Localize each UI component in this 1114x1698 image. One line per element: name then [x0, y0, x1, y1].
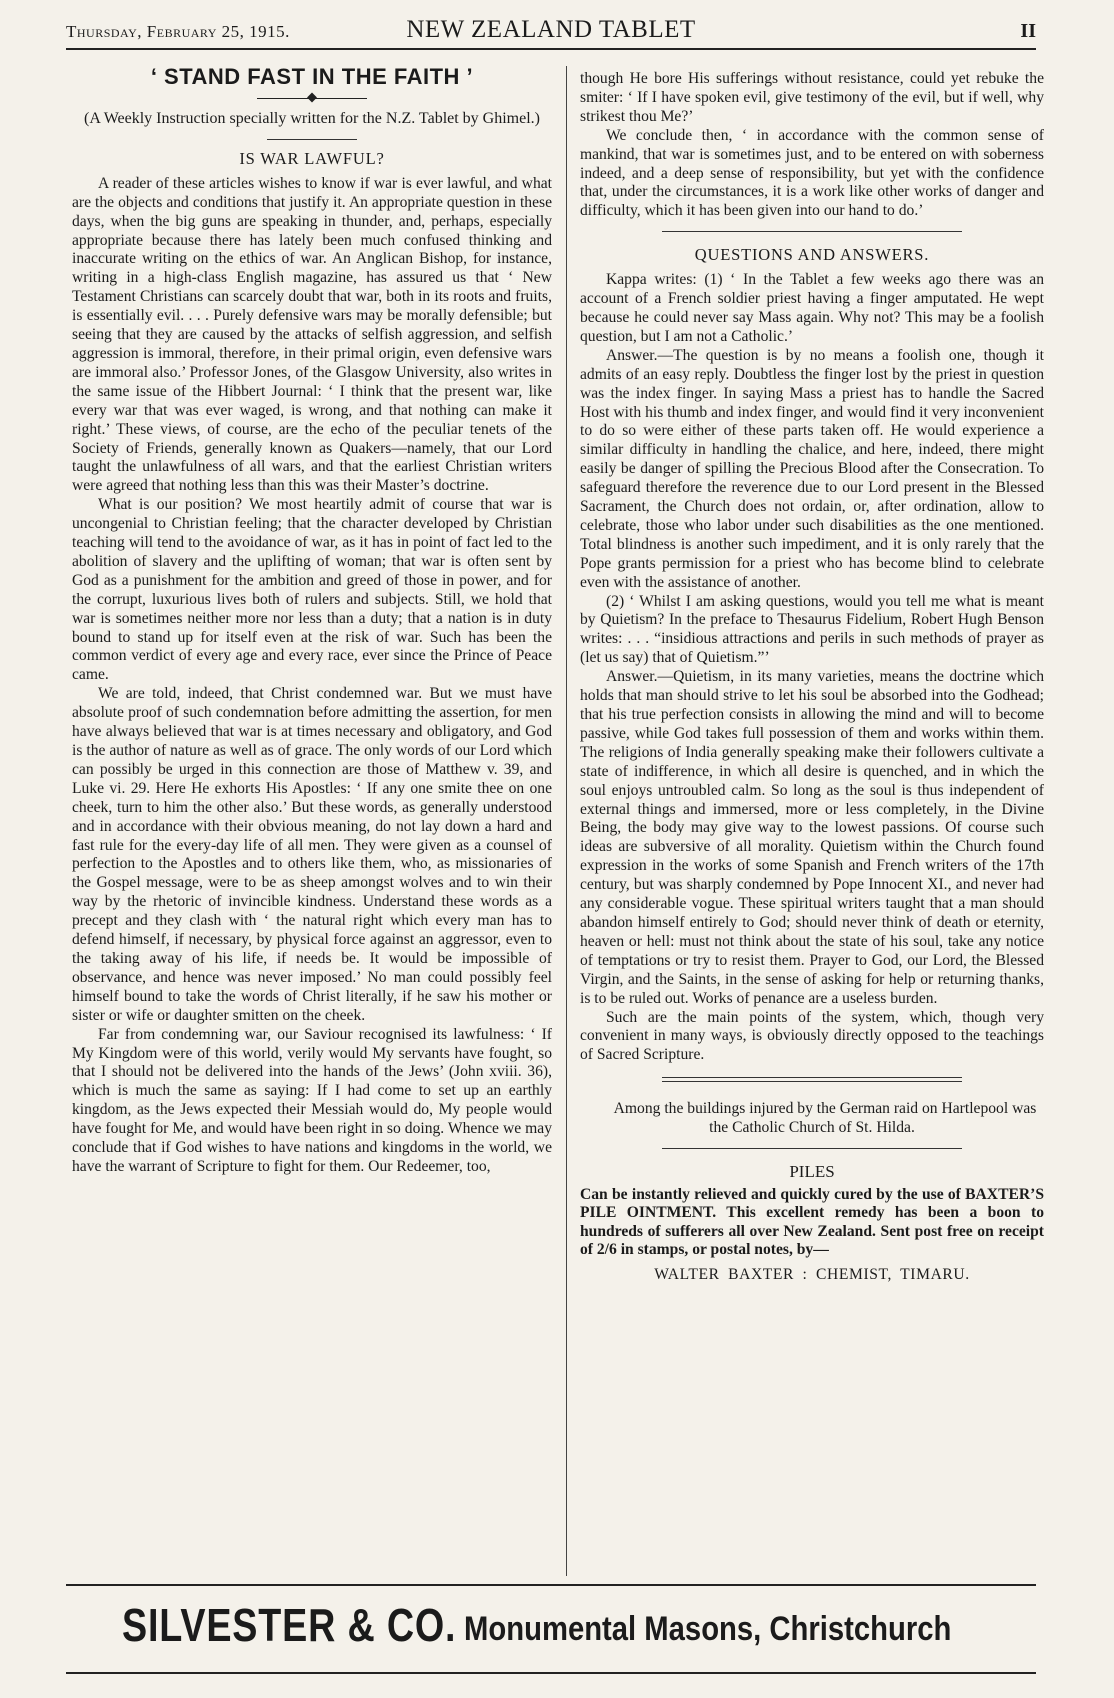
article-paragraph: What is our position? We most heartily admit of course that war is uncongenial to Christian feeling; that the character developed by Christian teaching will tend to the avoidance of war, as it has in point of fact led to the abolition of slavery and the uplifting of woman; that war is often sent by God as a punishment for the ambition and greed of those in power, and for the corrupt, luxurious lives both of rulers and subjects. Still, we hold that war is sometimes neither more nor less than a duty; that a nation is in duty bound to stand up for itself even at the risk of war. Such has been the common verdict of every age and every race, ever since the Prince of Peace came. [72, 496, 552, 684]
divider-rule [662, 231, 962, 232]
qa-heading: QUESTIONS AND ANSWERS. [694, 245, 930, 265]
ad-signature: WALTER BAXTER : CHEMIST, TIMARU. [654, 1265, 970, 1283]
left-column [72, 64, 552, 1177]
article-paragraph: A reader of these articles wishes to know if war is ever lawful, and what are the objects and conditions that justify it. An appropriate question in these days, when the big guns are speaking in thunder, and, perhaps, especially appropriate because there has lately been much confused thinking and inaccurate writing on the ethics of war. An Anglican Bishop, for instance, writing in a high-class English magazine, has assured us that ‘ New Testament Christians can scarcely doubt that war, both in its roots and fruits, is essentially evil. . . . Purely defensive wars may be morally defensible; but seeing that they are caused by the attacks of selfish aggression, and selfish aggression is immoral, therefore, in their primal origin, even defensive wars are immoral also.’ Professor Jones, of the Glasgow University, also writes in the same issue of the Hibbert Journal: ‘ I think that the present war, like every war that was ever waged, is wrong, and that nothing can make it right.’ These views, of course, are the echo of the peculiar tenets of the Society of Friends, generally known as Quakers—namely, that our Lord taught the unlawfulness of all wars, and that the earliest Christian writers were agreed that nothing less than this was their Master’s doctrine. [72, 174, 552, 495]
qa-paragraph: (2) ‘ Whilst I am asking questions, would you tell me what is meant by Quietism? In the preface to Thesaurus Fidelium, Robert Hugh Benson writes: . . . “insidious attractions and perils in such methods of prayer as (let us say) that of Quietism.”’ [580, 592, 1044, 667]
issue-date: Thursday, February 25, 1915. [66, 22, 290, 41]
page-number: II [1020, 20, 1036, 42]
article-paragraph: though He bore His sufferings without resistance, could yet rebuke the smiter: ‘ If I have spoken evil, give testimony of the evil, but if well, why strikest thou Me?’ [580, 70, 1044, 125]
article-paragraph: We conclude then, ‘ in accordance with the common sense of mankind, that war is sometimes just, and to be entered on with soberness indeed, and a deep sense of responsibility, but yet with the confidence that, under the circumstances, it is a work like other works of danger and difficulty, which it has been given into our hand to do.’ [580, 126, 1044, 220]
article-title: ‘ STAND FAST IN THE FAITH ’ [150, 64, 474, 89]
article-paragraph: Far from condemning war, our Saviour recognised its lawfulness: ‘ If My Kingdom were of this world, verily would My servants have fought, so that I should not be delivered into the hands of the Jews’ (John xviii. 36), which is much the same as saying: If I had come to set up an earthly kingdom, as the Jews expected their Messiah would do, My people would have fought for Me, and would have been right in so doing. Whence we may conclude that if God wishes to have nations and kingdoms in the world, we have the warrant of Scripture to fight for them. Our Redeemer, too, [72, 1025, 552, 1175]
column-divider [566, 66, 567, 1576]
newspaper-title: NEW ZEALAND TABLET [406, 16, 696, 43]
masthead [66, 14, 1036, 50]
right-column [580, 70, 1044, 1285]
divider-rule [267, 139, 357, 140]
advertiser-name: SILVESTER & CO. [122, 1599, 457, 1651]
qa-paragraph: Answer.—The question is by no means a foolish one, though it admits of an easy reply. Doubtless the finger lost by the priest in question was the index finger. In saying Mass a priest has to handle the Sacred Host with his thumb and index finger, and would find it very inconvenient to do so were either of these parts taken off. He would experience a similar difficulty in handling the chalice, and here, indeed, there might easily be danger of spilling the Precious Blood after the Consecration. To safeguard therefore the reverence due to our Lord present in the Blessed Sacrament, the Church does not ordain, or, after ordination, allow to celebrate, those who labor under such disabilities as the one mentioned. Total blindness is another such impediment, and it is only rarely that the Pope grants permission for a priest who has become blind to celebrate even with the assistance of another. [580, 346, 1044, 591]
ad-body: Can be instantly relieved and quickly cured by the use of BAXTER’S PILE OINTMENT. This excellent remedy has been a boon to hundreds of sufferers all over New Zealand. Sent post free on receipt of 2/6 in stamps, or postal notes, by— [580, 1185, 1044, 1259]
article-paragraph: We are told, indeed, that Christ condemned war. But we must have absolute proof of such condemnation before admitting the assertion, for men have always believed that war is at times necessary and obligatory, and God is the author of nature as well as of grace. The only words of our Lord which can possibly be urged in this connection are those of Matthew v. 39, and Luke vi. 29. Here He exhorts His Apostles: ‘ If any one smite thee on one cheek, turn to him the other also.’ But these words, as generally understood and in accordance with their obvious meaning, do not lay down a hard and fast rule for the every-day life of all men. They were given as a counsel of perfection to the Apostles and to others like them, who, as missionaries of the Gospel message, were to be as sheep amongst wolves and to win their way by the rhetoric of invincible kindness. Understand these words as a precept and they clash with ‘ the natural right which every man has to defend himself, if necessary, by physical force against an aggressor, even to the taking away of his life, if needs be. It would be impossible of observance, and hence was never imposed.’ No man could possibly feel himself bound to take the words of Christ literally, if he saw his mother or sister or wife or daughter smitten on the cheek. [72, 685, 552, 1024]
divider-rule [662, 1148, 962, 1149]
divider-rule [662, 1077, 962, 1082]
ornamental-divider [257, 93, 367, 103]
qa-paragraph: Kappa writes: (1) ‘ In the Tablet a few weeks ago there was an account of a French soldier priest having a finger amputated. He wept because he could never say Mass again. Why not? This may be a foolish question, but I am not a Catholic.’ [580, 271, 1044, 345]
piles-advertisement [580, 1163, 1044, 1285]
banner-bottom-rule [66, 1672, 1036, 1674]
article-subtitle: (A Weekly Instruction specially written for the N.Z. Tablet by Ghimel.) [84, 109, 540, 127]
footer-advertisement [66, 1592, 1036, 1664]
advertiser-description: Monumental Masons, Christchurch [464, 1610, 952, 1648]
banner-top-rule [66, 1584, 1036, 1586]
ad-title: PILES [789, 1162, 835, 1182]
qa-paragraph: Answer.—Quietism, in its many varieties, means the doctrine which holds that man should strive to let his soul be absorbed into the Godhead; that his true perfection consists in allowing the mind and will to become passive, while God takes full possession of them and works within them. The religions of India generally speaking make their followers cultivate a state of indifference, in which all desire is quenched, and in which the soul enjoys untroubled calm. So long as the soul is thus independent of external things and immersed, more or less completely, in the Divine Being, the body may give way to the lowest passions. Of course such ideas are subversive of all morality. Quietism within the Church found expression in the works of some Spanish and French writers of the 17th century, but was sharply condemned by Pope Innocent XI., and never had any considerable vogue. These spiritual writers taught that a man should abandon himself entirely to God; should never think of death or eternity, heaven or hell: must not think about the state of his soul, take any notice of temptations or try to resist them. Prayer to God, our Lord, the Blessed Virgin, and the Saints, in the sense of asking for help or returning thanks, is to be ruled out. Works of penance are a useless burden. [580, 668, 1044, 1007]
news-notice: Among the buildings injured by the German raid on Hartlepool was the Catholic Church of St. Hilda. [613, 1100, 1037, 1137]
qa-paragraph: Such are the main points of the system, which, though very convenient in many ways, is obviously directly opposed to the teachings of Sacred Scripture. [580, 1008, 1044, 1064]
section-heading: IS WAR LAWFUL? [239, 148, 385, 168]
